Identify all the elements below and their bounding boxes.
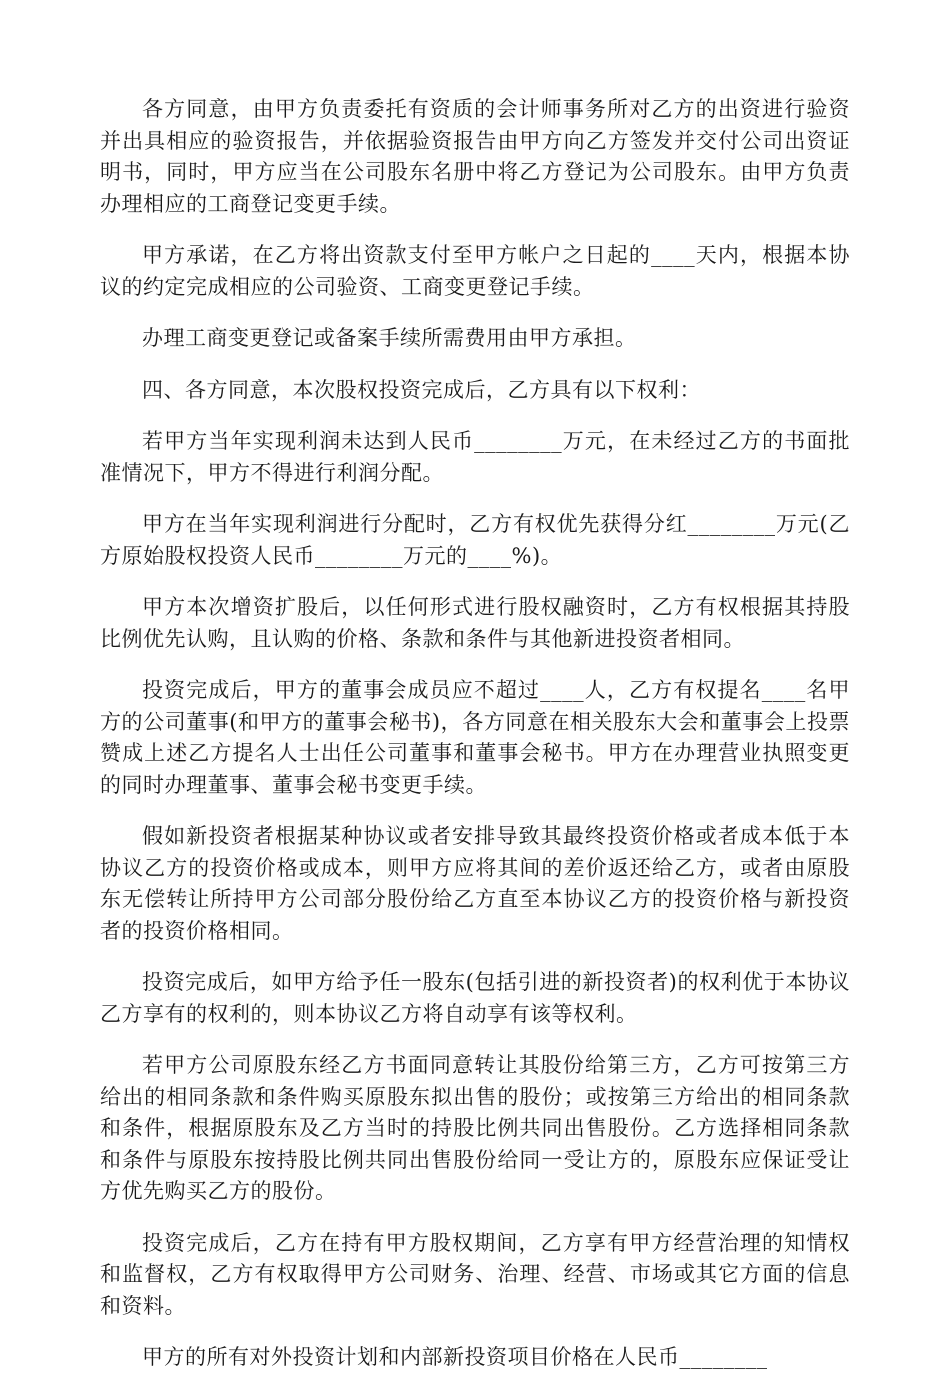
- paragraph-party-a-commitment: 甲方承诺，在乙方将出资款支付至甲方帐户之日起的____天内，根据本协议的约定完成相应的公司验资、工商变更登记手续。: [100, 243, 850, 299]
- paragraph-priority-dividend: 甲方在当年实现利润进行分配时，乙方有权优先获得分红________万元(乙方原始股权投资人民币________万元的____%)。: [100, 512, 850, 568]
- paragraph-board-nomination: 投资完成后，甲方的董事会成员应不超过____人，乙方有权提名____名甲方的公司董事(和甲方的董事会秘书)，各方同意在相关股东大会和董事会上投票赞成上述乙方提名人士出任公司董事和董事会秘书。甲方在办理营业执照变更的同时办理董事、董事会秘书变更手续。: [100, 678, 850, 797]
- paragraph-information-rights: 投资完成后，乙方在持有甲方股权期间，乙方享有甲方经营治理的知情权和监督权，乙方有权取得甲方公司财务、治理、经营、市场或其它方面的信息和资料。: [100, 1230, 850, 1318]
- paragraph-most-favored-rights: 投资完成后，如甲方给予任一股东(包括引进的新投资者)的权利优于本协议乙方享有的权利的，则本协议乙方将自动享有该等权利。: [100, 970, 850, 1026]
- paragraph-registration-fees: 办理工商变更登记或备案手续所需费用由甲方承担。: [142, 326, 637, 350]
- paragraph-tag-along: 若甲方公司原股东经乙方书面同意转让其股份给第三方，乙方可按第三方给出的相同条款和条件购买原股东拟出售的股份；或按第三方给出的相同条款和条件，根据原股东及乙方当时的持股比例共同出售股份。乙方选择相同条款和条件与原股东按持股比例共同出售股份给同一受让方的，原股东应保证受让方优先购买乙方的股份。: [100, 1053, 850, 1203]
- paragraph-profit-distribution-limit: 若甲方当年实现利润未达到人民币________万元，在未经过乙方的书面批准情况下，甲方不得进行利润分配。: [100, 429, 850, 485]
- paragraph-anti-dilution: 假如新投资者根据某种协议或者安排导致其最终投资价格或者成本低于本协议乙方的投资价格或成本，则甲方应将其间的差价返还给乙方，或者由原股东无偿转让所持甲方公司部分股份给乙方直至本协议乙方的投资价格与新投资者的投资价格相同。: [100, 824, 850, 943]
- paragraph-capital-verification: 各方同意，由甲方负责委托有资质的会计师事务所对乙方的出资进行验资并出具相应的验资报告，并依据验资报告由甲方向乙方签发并交付公司出资证明书，同时，甲方应当在公司股东名册中将乙方登记为公司股东。由甲方负责办理相应的工商登记变更手续。: [100, 97, 850, 216]
- paragraph-preemptive-right: 甲方本次增资扩股后，以任何形式进行股权融资时，乙方有权根据其持股比例优先认购，且认购的价格、条款和条件与其他新进投资者相同。: [100, 595, 850, 651]
- paragraph-investment-plans: 甲方的所有对外投资计划和内部新投资项目价格在人民币________: [142, 1345, 768, 1369]
- document-body: [100, 94, 850, 1394]
- paragraph-section-four-heading: 四、各方同意，本次股权投资完成后，乙方具有以下权利：: [142, 377, 701, 402]
